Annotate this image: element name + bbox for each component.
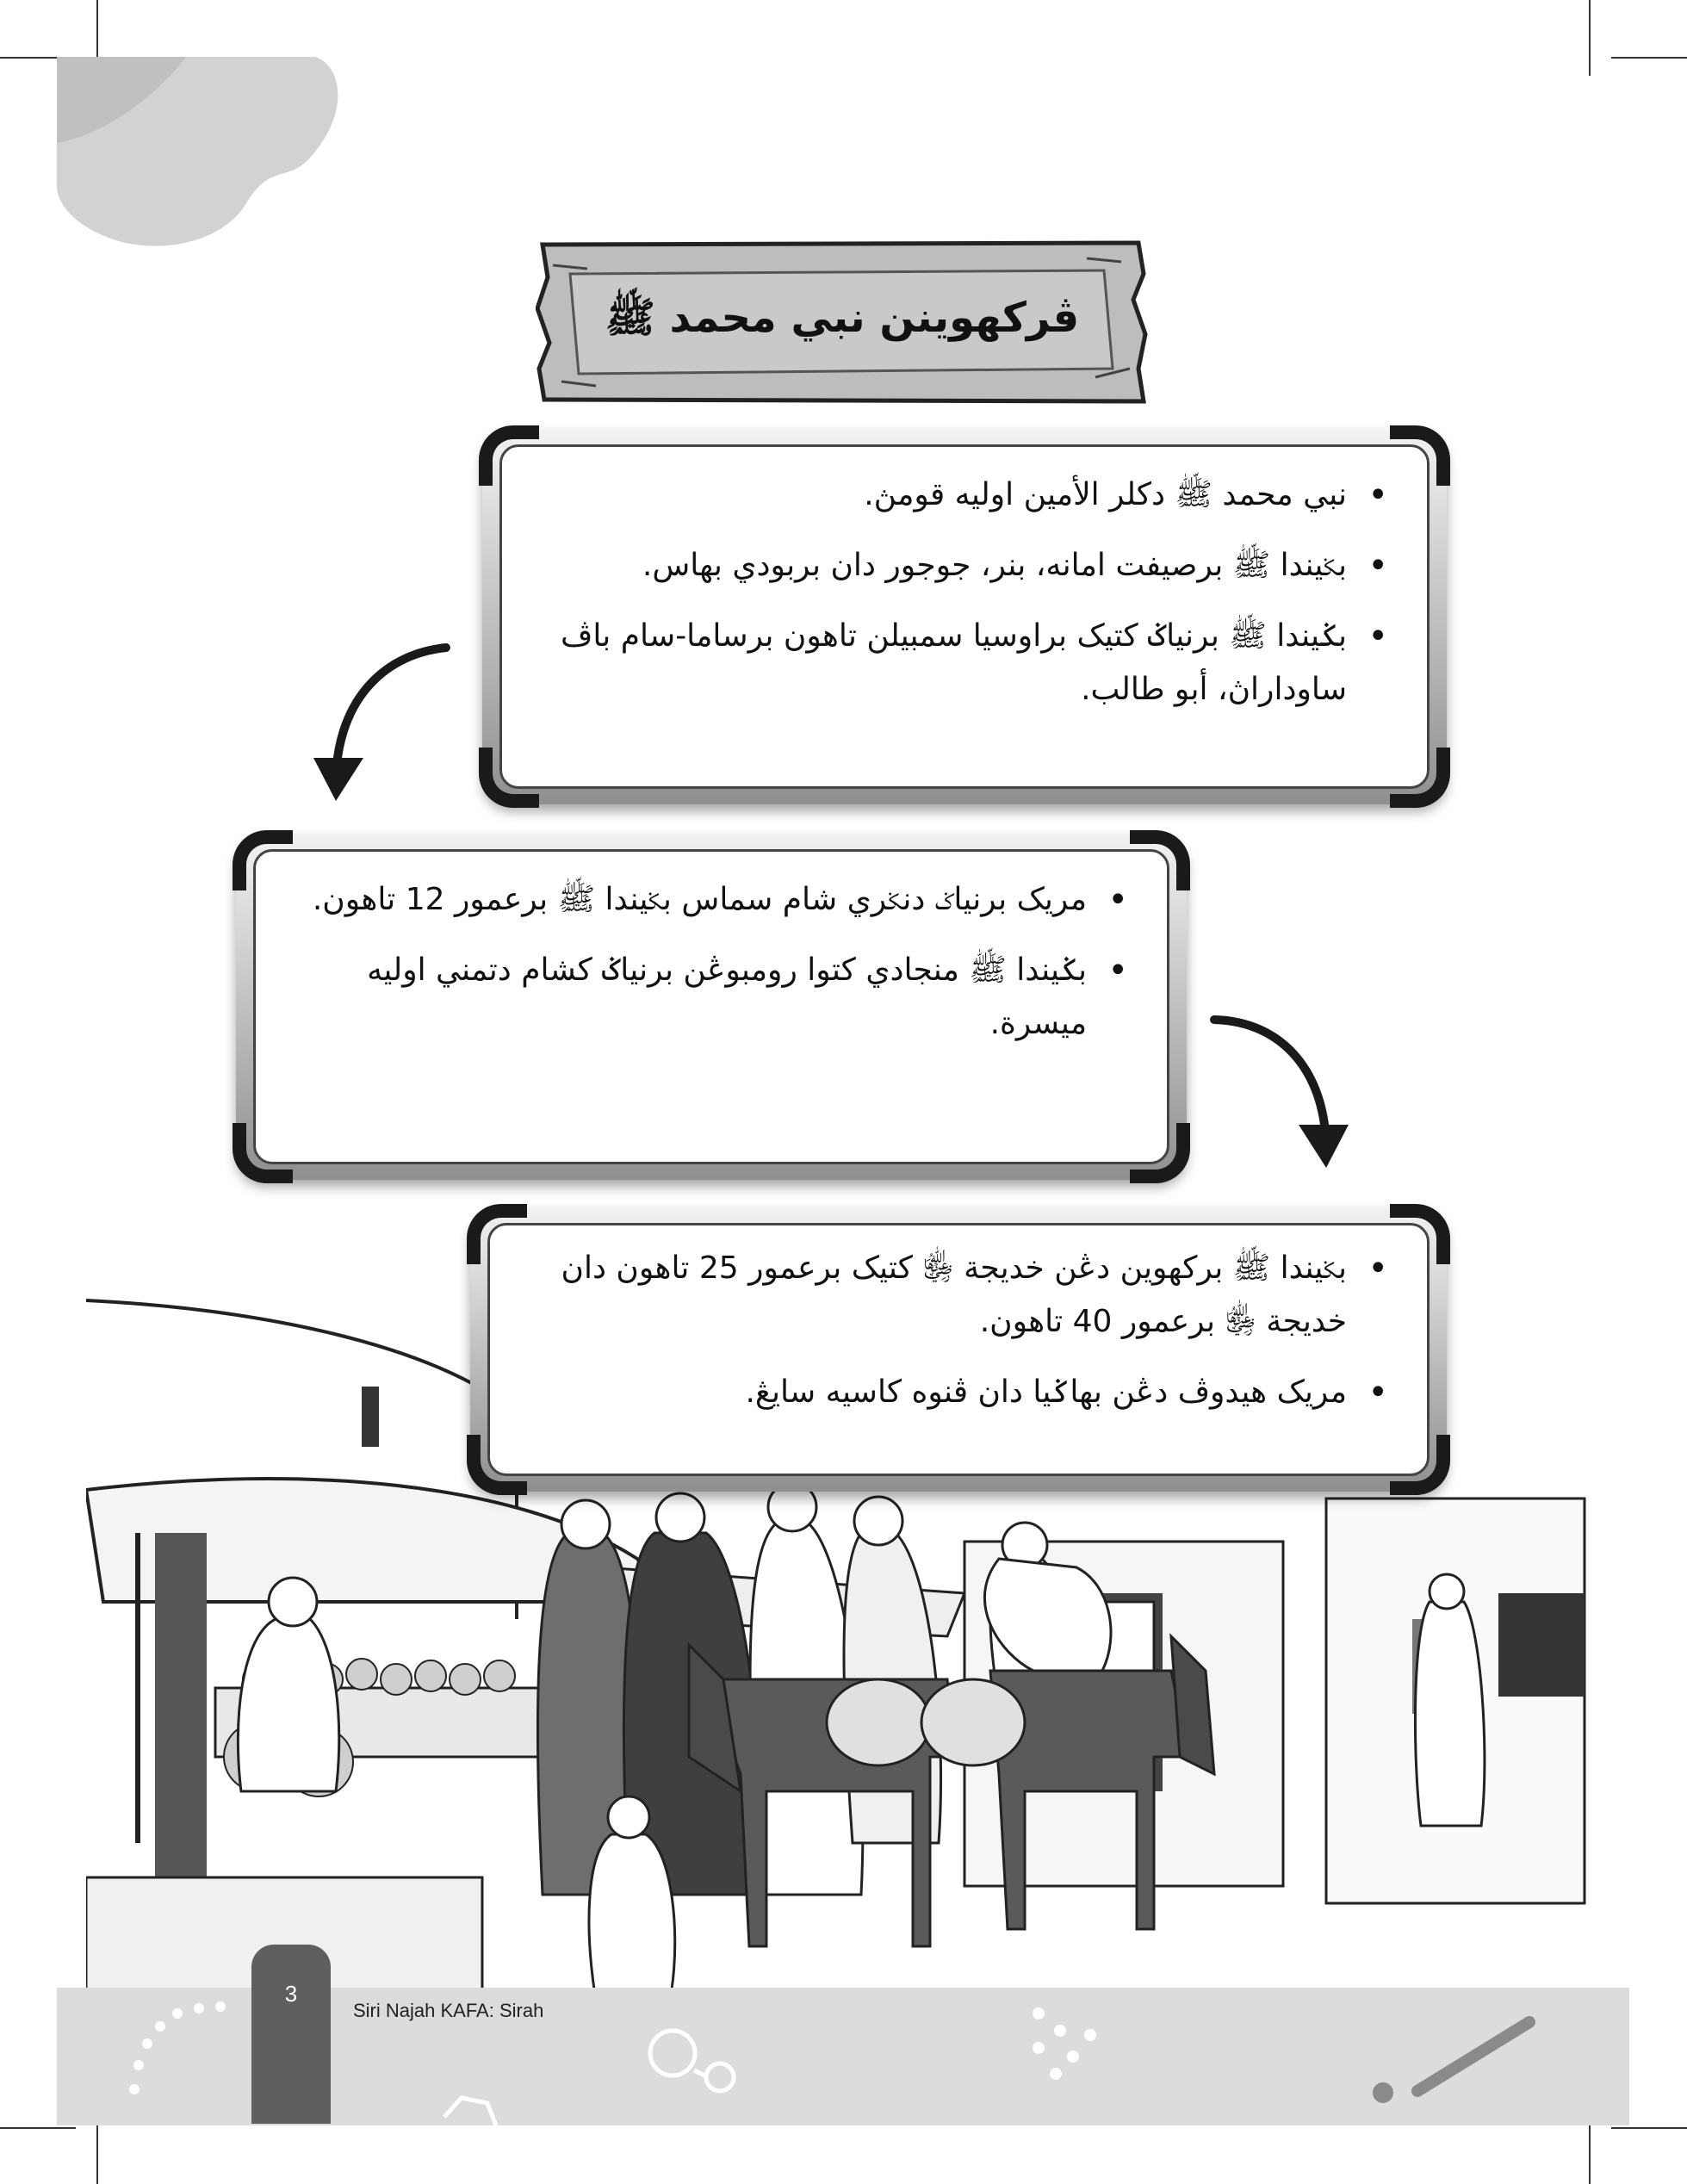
title-banner (536, 239, 1149, 405)
bullet-item: • بݢيندا ﷺ برصيفت امانه، بنر، جوجور دان بربودي بهاس. (517, 539, 1395, 593)
panel-corner (1130, 1123, 1190, 1183)
bullet-list (505, 1242, 1395, 1436)
crop-mark (1611, 57, 1687, 59)
info-panel-3 (470, 1207, 1447, 1492)
info-panel-2 (236, 834, 1187, 1180)
bullet-item: • مريک هيدوڤ دڠن بهاݢيا دان ڤنوه كاسيه سايڠ. (505, 1366, 1395, 1419)
page-number: 3 (284, 1981, 298, 2007)
decorative-blob (57, 57, 350, 255)
panel-corner (1390, 425, 1450, 486)
panel-corner (1130, 830, 1190, 890)
page-title: ڤركهوينن نبي محمد ﷺ (605, 293, 1080, 342)
bullet-item: • بݢيندا ﷺ منجادي كتوا رومبوڠن برنياݢ كشام دتمني اوليه ميسرة. (270, 944, 1135, 1051)
page-tab (251, 1945, 331, 2124)
bullet-list (270, 873, 1135, 1068)
series-title: Siri Najah KAFA: Sirah (353, 2000, 544, 2021)
panel-corner (479, 748, 539, 808)
info-panel-1 (482, 429, 1447, 804)
arrow-icon (301, 637, 456, 810)
crop-mark (1611, 2127, 1687, 2129)
arrow-icon (1206, 1004, 1361, 1176)
crop-mark (1589, 0, 1591, 76)
bullet-item: • نبي محمد ﷺ دكلر الأمين اوليه قومڽ. (517, 468, 1395, 522)
bullet-item: • مريک برنياݢ دنݢري شام سماس بݢيندا ﷺ برعمور 12 تاهون. (270, 873, 1135, 927)
panel-corner (1390, 1204, 1450, 1264)
bullet-item: • بݢيندا ﷺ بركهوين دڠن خديجة ﵂ كتيک برعمور 25 تاهون دان خديجة ﵂ برعمور 40 تاهون. (505, 1242, 1395, 1349)
bullet-list (517, 468, 1395, 734)
crop-mark (0, 2127, 76, 2129)
panel-corner (1390, 748, 1450, 808)
bullet-item: • بݢيندا ﷺ برنياݢ كتيک براوسيا سمبيلن تاهون برساما-سام باڤ ساوداراڽ، أبو طالب. (517, 610, 1395, 717)
panel-corner (233, 1123, 293, 1183)
